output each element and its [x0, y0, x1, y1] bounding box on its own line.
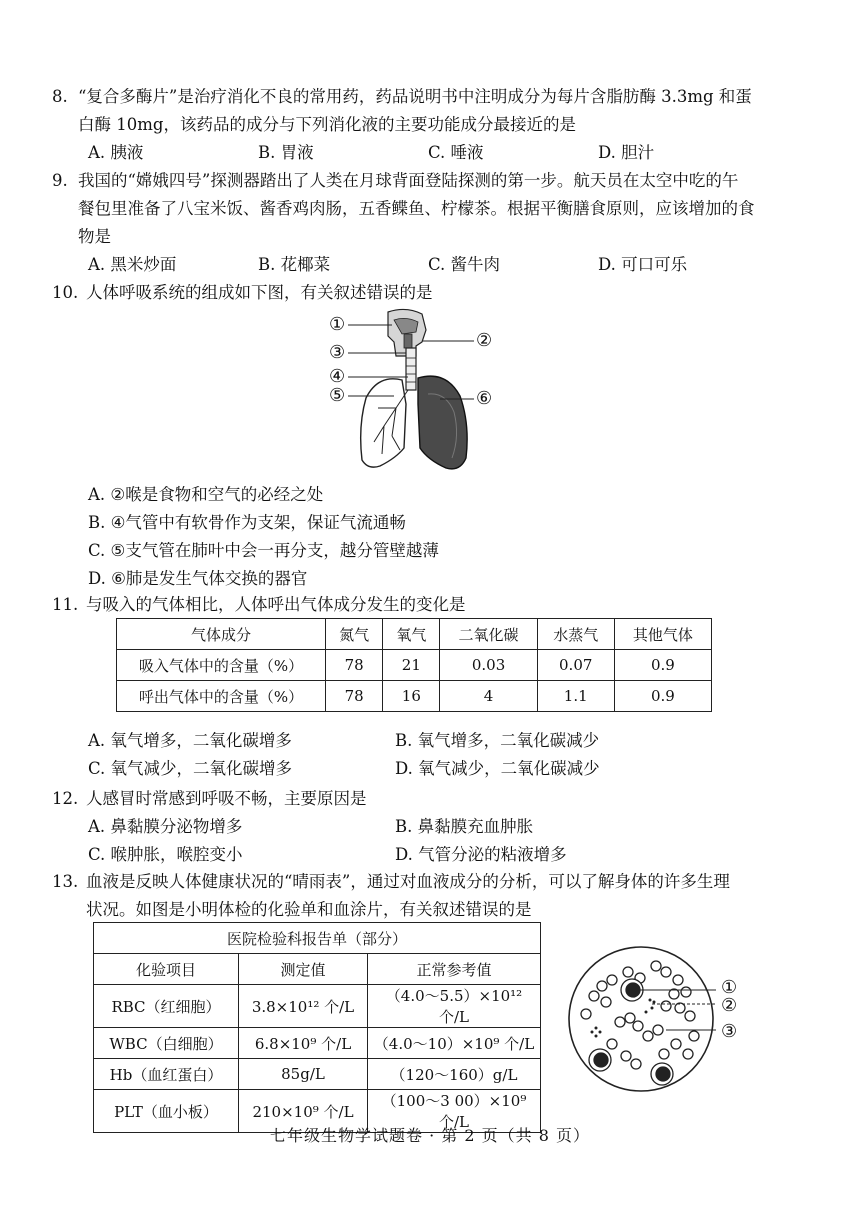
question-text: 白酶 10mg，该药品的成分与下列消化液的主要功能成分最接近的是	[78, 115, 576, 134]
table-header: 其他气体	[614, 619, 711, 650]
table-row	[94, 1059, 541, 1090]
question-text: 与吸入的气体相比，人体呼出气体成分发生的变化是	[86, 595, 466, 614]
table-row	[94, 1028, 541, 1059]
table-cell: 78	[326, 650, 383, 681]
option-b[interactable]: B. 花椰菜	[258, 255, 331, 274]
table-cell: （4.0～10）×10⁹ 个/L	[368, 1028, 541, 1059]
option-b[interactable]: B. 氧气增多，二氧化碳减少	[395, 731, 600, 750]
option-d[interactable]: D. 气管分泌的粘液增多	[395, 845, 567, 864]
table-header: 氧气	[383, 619, 440, 650]
table-header-row	[94, 954, 541, 985]
option-c[interactable]: C. 酱牛肉	[428, 255, 501, 274]
table-cell: （100～3 00）×10⁹ 个/L	[368, 1090, 541, 1133]
option-b[interactable]: B. 鼻黏膜充血肿胀	[395, 817, 534, 836]
table-cell: （4.0～5.5）×10¹² 个/L	[368, 985, 541, 1028]
question-number: 10.	[52, 283, 79, 302]
table-cell: 0.9	[614, 681, 711, 712]
table-row	[117, 650, 712, 681]
diagram-label-4: ④	[329, 366, 346, 387]
question-text: 餐包里准备了八宝米饭、酱香鸡肉肠，五香鲽鱼、柠檬茶。根据平衡膳食原则，应该增加的食	[78, 199, 755, 218]
page-footer: 七年级生物学试题卷 · 第 2 页（共 8 页）	[270, 1126, 590, 1145]
table-header-row	[117, 619, 712, 650]
table-header: 气体成分	[117, 619, 326, 650]
table-cell: 78	[326, 681, 383, 712]
table-cell: 16	[383, 681, 440, 712]
table-cell: Hb（血红蛋白）	[94, 1059, 239, 1090]
question-text: 状况。如图是小明体检的化验单和血涂片，有关叙述错误的是	[86, 900, 532, 919]
table-cell: 0.07	[537, 650, 614, 681]
gas-composition-table	[116, 618, 712, 712]
option-a[interactable]: A. 氧气增多，二氧化碳增多	[88, 731, 292, 750]
table-header: 化验项目	[94, 954, 239, 985]
option-c[interactable]: C. 唾液	[428, 143, 484, 162]
table-title-row	[94, 923, 541, 954]
option-d[interactable]: D. 氧气减少，二氧化碳减少	[395, 759, 600, 778]
table-cell: 0.9	[614, 650, 711, 681]
question-text: 人体呼吸系统的组成如下图，有关叙述错误的是	[86, 283, 433, 302]
table-cell: 85g/L	[239, 1059, 368, 1090]
option-a[interactable]: A. 胰液	[88, 143, 144, 162]
diagram-label-5: ⑤	[329, 385, 346, 406]
option-a[interactable]: A. ②喉是食物和空气的必经之处	[88, 485, 324, 504]
smear-label-3: ③	[721, 1021, 738, 1042]
table-cell: 0.03	[440, 650, 537, 681]
smear-label-1: ①	[721, 977, 738, 998]
table-cell: 3.8×10¹² 个/L	[239, 985, 368, 1028]
blood-smear-diagram	[566, 944, 716, 1094]
table-cell: 6.8×10⁹ 个/L	[239, 1028, 368, 1059]
table-header: 正常参考值	[368, 954, 541, 985]
table-cell: 吸入气体中的含量（%）	[117, 650, 326, 681]
table-row	[117, 681, 712, 712]
table-cell: 4	[440, 681, 537, 712]
table-header: 二氧化碳	[440, 619, 537, 650]
option-d[interactable]: D. 胆汁	[598, 143, 655, 162]
question-text: “复合多酶片”是治疗消化不良的常用药，药品说明书中注明成分为每片含脂肪酶 3.3mg 和蛋	[78, 87, 752, 106]
question-text: 血液是反映人体健康状况的“晴雨表”，通过对血液成分的分析，可以了解身体的许多生理	[86, 872, 730, 891]
table-cell: 1.1	[537, 681, 614, 712]
diagram-label-1: ①	[329, 314, 346, 335]
table-cell: （120～160）g/L	[368, 1059, 541, 1090]
smear-label-2: ②	[721, 995, 738, 1016]
question-number: 13.	[52, 872, 79, 891]
question-text: 物是	[78, 227, 111, 246]
diagram-label-3: ③	[329, 342, 346, 363]
table-cell: WBC（白细胞）	[94, 1028, 239, 1059]
question-number: 9.	[52, 171, 68, 190]
diagram-label-2: ②	[476, 330, 493, 351]
question-number: 11.	[52, 595, 79, 614]
option-b[interactable]: B. 胃液	[258, 143, 314, 162]
option-d[interactable]: D. ⑥肺是发生气体交换的器官	[88, 569, 308, 588]
diagram-label-6: ⑥	[476, 388, 493, 409]
blood-report-table	[93, 922, 541, 1133]
table-cell: 呼出气体中的含量（%）	[117, 681, 326, 712]
respiratory-system-diagram	[322, 308, 502, 476]
option-a[interactable]: A. 黑米炒面	[88, 255, 177, 274]
table-header: 氮气	[326, 619, 383, 650]
question-number: 12.	[52, 789, 79, 808]
table-cell: RBC（红细胞）	[94, 985, 239, 1028]
table-header: 水蒸气	[537, 619, 614, 650]
question-text: 人感冒时常感到呼吸不畅，主要原因是	[86, 789, 367, 808]
option-c[interactable]: C. 喉肿胀，喉腔变小	[88, 845, 243, 864]
table-cell: PLT（血小板）	[94, 1090, 239, 1133]
option-c[interactable]: C. ⑤支气管在肺叶中会一再分支，越分管壁越薄	[88, 541, 439, 560]
option-d[interactable]: D. 可口可乐	[598, 255, 688, 274]
table-cell: 210×10⁹ 个/L	[239, 1090, 368, 1133]
table-title: 医院检验科报告单（部分）	[94, 923, 541, 954]
option-b[interactable]: B. ④气管中有软骨作为支架，保证气流通畅	[88, 513, 406, 532]
option-a[interactable]: A. 鼻黏膜分泌物增多	[88, 817, 243, 836]
question-text: 我国的“嫦娥四号”探测器踏出了人类在月球背面登陆探测的第一步。航天员在太空中吃的午	[78, 171, 739, 190]
table-row	[94, 985, 541, 1028]
table-header: 测定值	[239, 954, 368, 985]
question-number: 8.	[52, 87, 68, 106]
option-c[interactable]: C. 氧气减少，二氧化碳增多	[88, 759, 293, 778]
table-cell: 21	[383, 650, 440, 681]
